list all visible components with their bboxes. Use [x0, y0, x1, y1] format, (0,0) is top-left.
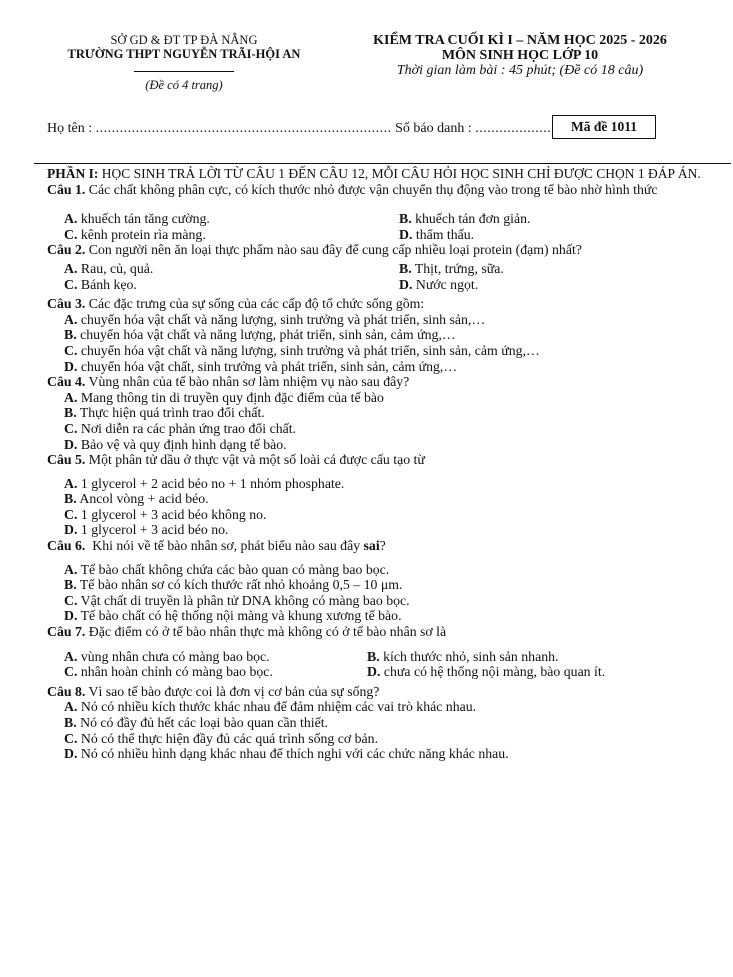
- option-b[interactable]: B. chuyển hóa vật chất và năng lượng, phát triển, sinh sản, cảm ứng,…: [64, 327, 456, 343]
- option-b[interactable]: B. kích thước nhỏ, sinh sản nhanh.: [367, 648, 559, 664]
- question-3: [47, 296, 707, 312]
- options-row: [47, 261, 707, 277]
- option-a[interactable]: A. Nó có nhiều kích thước khác nhau để đảm nhiệm các vai trò khác nhau.: [64, 699, 477, 715]
- exam-subject: MÔN SINH HỌC LỚP 10: [441, 48, 599, 63]
- option-d[interactable]: D. Bảo vệ và quy định hình dạng tế bào.: [64, 436, 287, 452]
- question-text: Vì sao tế bào được coi là đơn vị cơ bản của sự sống?: [88, 683, 380, 699]
- question-text: Vùng nhân của tế bào nhân sơ làm nhiệm vụ nào sau đây?: [88, 374, 410, 390]
- option-d[interactable]: D. chưa có hệ thống nội màng, bào quan ít.: [367, 664, 606, 680]
- options-row: [47, 277, 707, 293]
- exam-title: KIỂM TRA CUỐI KÌ I – NĂM HỌC 2025 - 2026: [373, 33, 667, 48]
- option-a[interactable]: A. 1 glycerol + 2 acid béo no + 1 nhóm phosphate.: [64, 475, 345, 491]
- option-a[interactable]: A. Mang thông tin di truyền quy định đặc điểm của tế bào: [64, 389, 384, 405]
- option-b[interactable]: B. Thực hiện quá trình trao đổi chất.: [64, 405, 265, 421]
- option-d[interactable]: D. Nó có nhiều hình dạng khác nhau để thích nghi với các chức năng khác nhau.: [64, 746, 509, 762]
- department-name: SỞ GD & ĐT TP ĐÀ NẴNG: [110, 33, 258, 47]
- question-number: Câu 5.: [47, 452, 86, 468]
- option-c[interactable]: C. nhân hoàn chỉnh có màng bao bọc.: [64, 664, 273, 680]
- options-row: [47, 211, 707, 227]
- header-rule: [134, 71, 234, 72]
- options-row: [47, 227, 707, 243]
- question-number: Câu 3.: [47, 296, 86, 312]
- exam-time-note: Thời gian làm bài : 45 phút; (Đề có 18 câu): [396, 63, 644, 78]
- question-text: Các đặc trưng của sự sống của các cấp độ tổ chức sống gồm:: [88, 296, 425, 312]
- option-c[interactable]: C. Bánh kẹo.: [64, 276, 137, 292]
- question-text: Khi nói về tế bào nhân sơ, phát biểu nào sau đây: [92, 538, 361, 554]
- question-7: [47, 624, 707, 640]
- page-count-note: (Đề có 4 trang): [145, 78, 223, 92]
- option-a[interactable]: A. khuếch tán tăng cường.: [64, 211, 210, 227]
- option-c[interactable]: C. chuyển hóa vật chất và năng lượng, sinh trưởng và phát triển, sinh sản, cảm ứng,…: [64, 342, 540, 358]
- question-number: Câu 6.: [47, 538, 86, 554]
- question-1: [47, 182, 707, 198]
- option-c[interactable]: C. 1 glycerol + 3 acid béo không no.: [64, 506, 267, 522]
- school-header: [34, 33, 334, 92]
- option-a[interactable]: A. chuyển hóa vật chất và năng lượng, sinh trưởng và phát triển, sinh sản,…: [64, 311, 486, 327]
- question-number: Câu 4.: [47, 374, 86, 390]
- option-a[interactable]: A. Tế bào chất không chứa các bào quan có màng bao bọc.: [64, 561, 390, 577]
- option-b[interactable]: B. Nó có đầy đủ hết các loại bào quan cần thiết.: [64, 715, 328, 730]
- question-4: [47, 374, 707, 390]
- question-number: Câu 7.: [47, 624, 86, 640]
- option-c[interactable]: C. Nó có thể thực hiện đầy đủ các quá trình sống cơ bản.: [64, 730, 379, 746]
- part-heading: [47, 166, 707, 182]
- option-c[interactable]: C. Nơi diễn ra các phản ứng trao đổi chất.: [64, 420, 297, 436]
- question-number: Câu 2.: [47, 242, 86, 258]
- sbd-field[interactable]: ...................: [475, 121, 552, 136]
- option-d[interactable]: D. 1 glycerol + 3 acid béo no.: [64, 522, 229, 538]
- option-a[interactable]: A. Rau, củ, quả.: [64, 260, 154, 276]
- question-5: [47, 452, 707, 468]
- option-d[interactable]: D. thẩm thấu.: [399, 226, 475, 242]
- question-emphasis: sai: [363, 538, 380, 554]
- question-text: Con người nên ăn loại thực phẩm nào sau đây để cung cấp nhiều loại protein (đạm) nhất?: [88, 242, 582, 258]
- header-divider: [34, 163, 731, 164]
- question-text: Một phân tử dầu ở thực vật và một số loài cá được cấu tạo từ: [88, 452, 425, 468]
- exam-header: [340, 33, 700, 78]
- school-name: TRƯỜNG THPT NGUYỄN TRÃI-HỘI AN: [67, 47, 301, 61]
- question-number: Câu 1.: [47, 181, 86, 197]
- sbd-label: Số báo danh :: [395, 121, 472, 136]
- student-id-line: [47, 121, 551, 137]
- question-text: Các chất không phân cực, có kích thước nhỏ được vận chuyển thụ động vào trong tế bào nhờ hình thức: [88, 181, 658, 197]
- option-c[interactable]: C. Vật chất di truyền là phân tử DNA không có màng bao bọc.: [64, 592, 410, 608]
- option-a[interactable]: A. vùng nhân chưa có màng bao bọc.: [64, 648, 270, 664]
- name-field[interactable]: ..........................................................................: [95, 121, 392, 136]
- option-b[interactable]: B. Ancol vòng + acid béo.: [64, 491, 209, 507]
- question-number: Câu 8.: [47, 683, 86, 699]
- question-2: [47, 242, 707, 258]
- exam-code-box: Mã đề 1011: [552, 115, 656, 139]
- option-b[interactable]: B. Tế bào nhân sơ có kích thước rất nhỏ khoảng 0,5 – 10 μm.: [64, 577, 403, 593]
- option-d[interactable]: D. Nước ngọt.: [399, 276, 479, 292]
- options-row: [47, 649, 707, 665]
- option-d[interactable]: D. chuyển hóa vật chất, sinh trưởng và phát triển, sinh sản, cảm ứng,…: [64, 358, 458, 374]
- option-b[interactable]: B. Thịt, trứng, sữa.: [399, 260, 504, 276]
- part-instruction: HỌC SINH TRẢ LỜI TỪ CÂU 1 ĐẾN CÂU 12, MỖI CÂU HỎI HỌC SINH CHỈ ĐƯỢC CHỌN 1 ĐÁP ÁN.: [101, 166, 701, 181]
- name-label: Họ tên :: [47, 121, 93, 136]
- options-row: [47, 664, 707, 680]
- question-6: Câu 6. Khi nói về tế bào nhân sơ, phát biểu nào sau đây sai?: [47, 538, 386, 554]
- option-c[interactable]: C. kênh protein rìa màng.: [64, 226, 206, 242]
- question-8: [47, 684, 707, 700]
- option-d[interactable]: D. Tế bào chất có hệ thống nội màng và khung xương tế bào.: [64, 608, 402, 624]
- part-label: PHẦN I:: [47, 166, 99, 181]
- question-text: Đặc điểm có ở tế bào nhân thực mà không có ở tế bào nhân sơ là: [88, 624, 447, 640]
- option-b[interactable]: B. khuếch tán đơn giản.: [399, 211, 531, 227]
- exam-content: [47, 166, 707, 762]
